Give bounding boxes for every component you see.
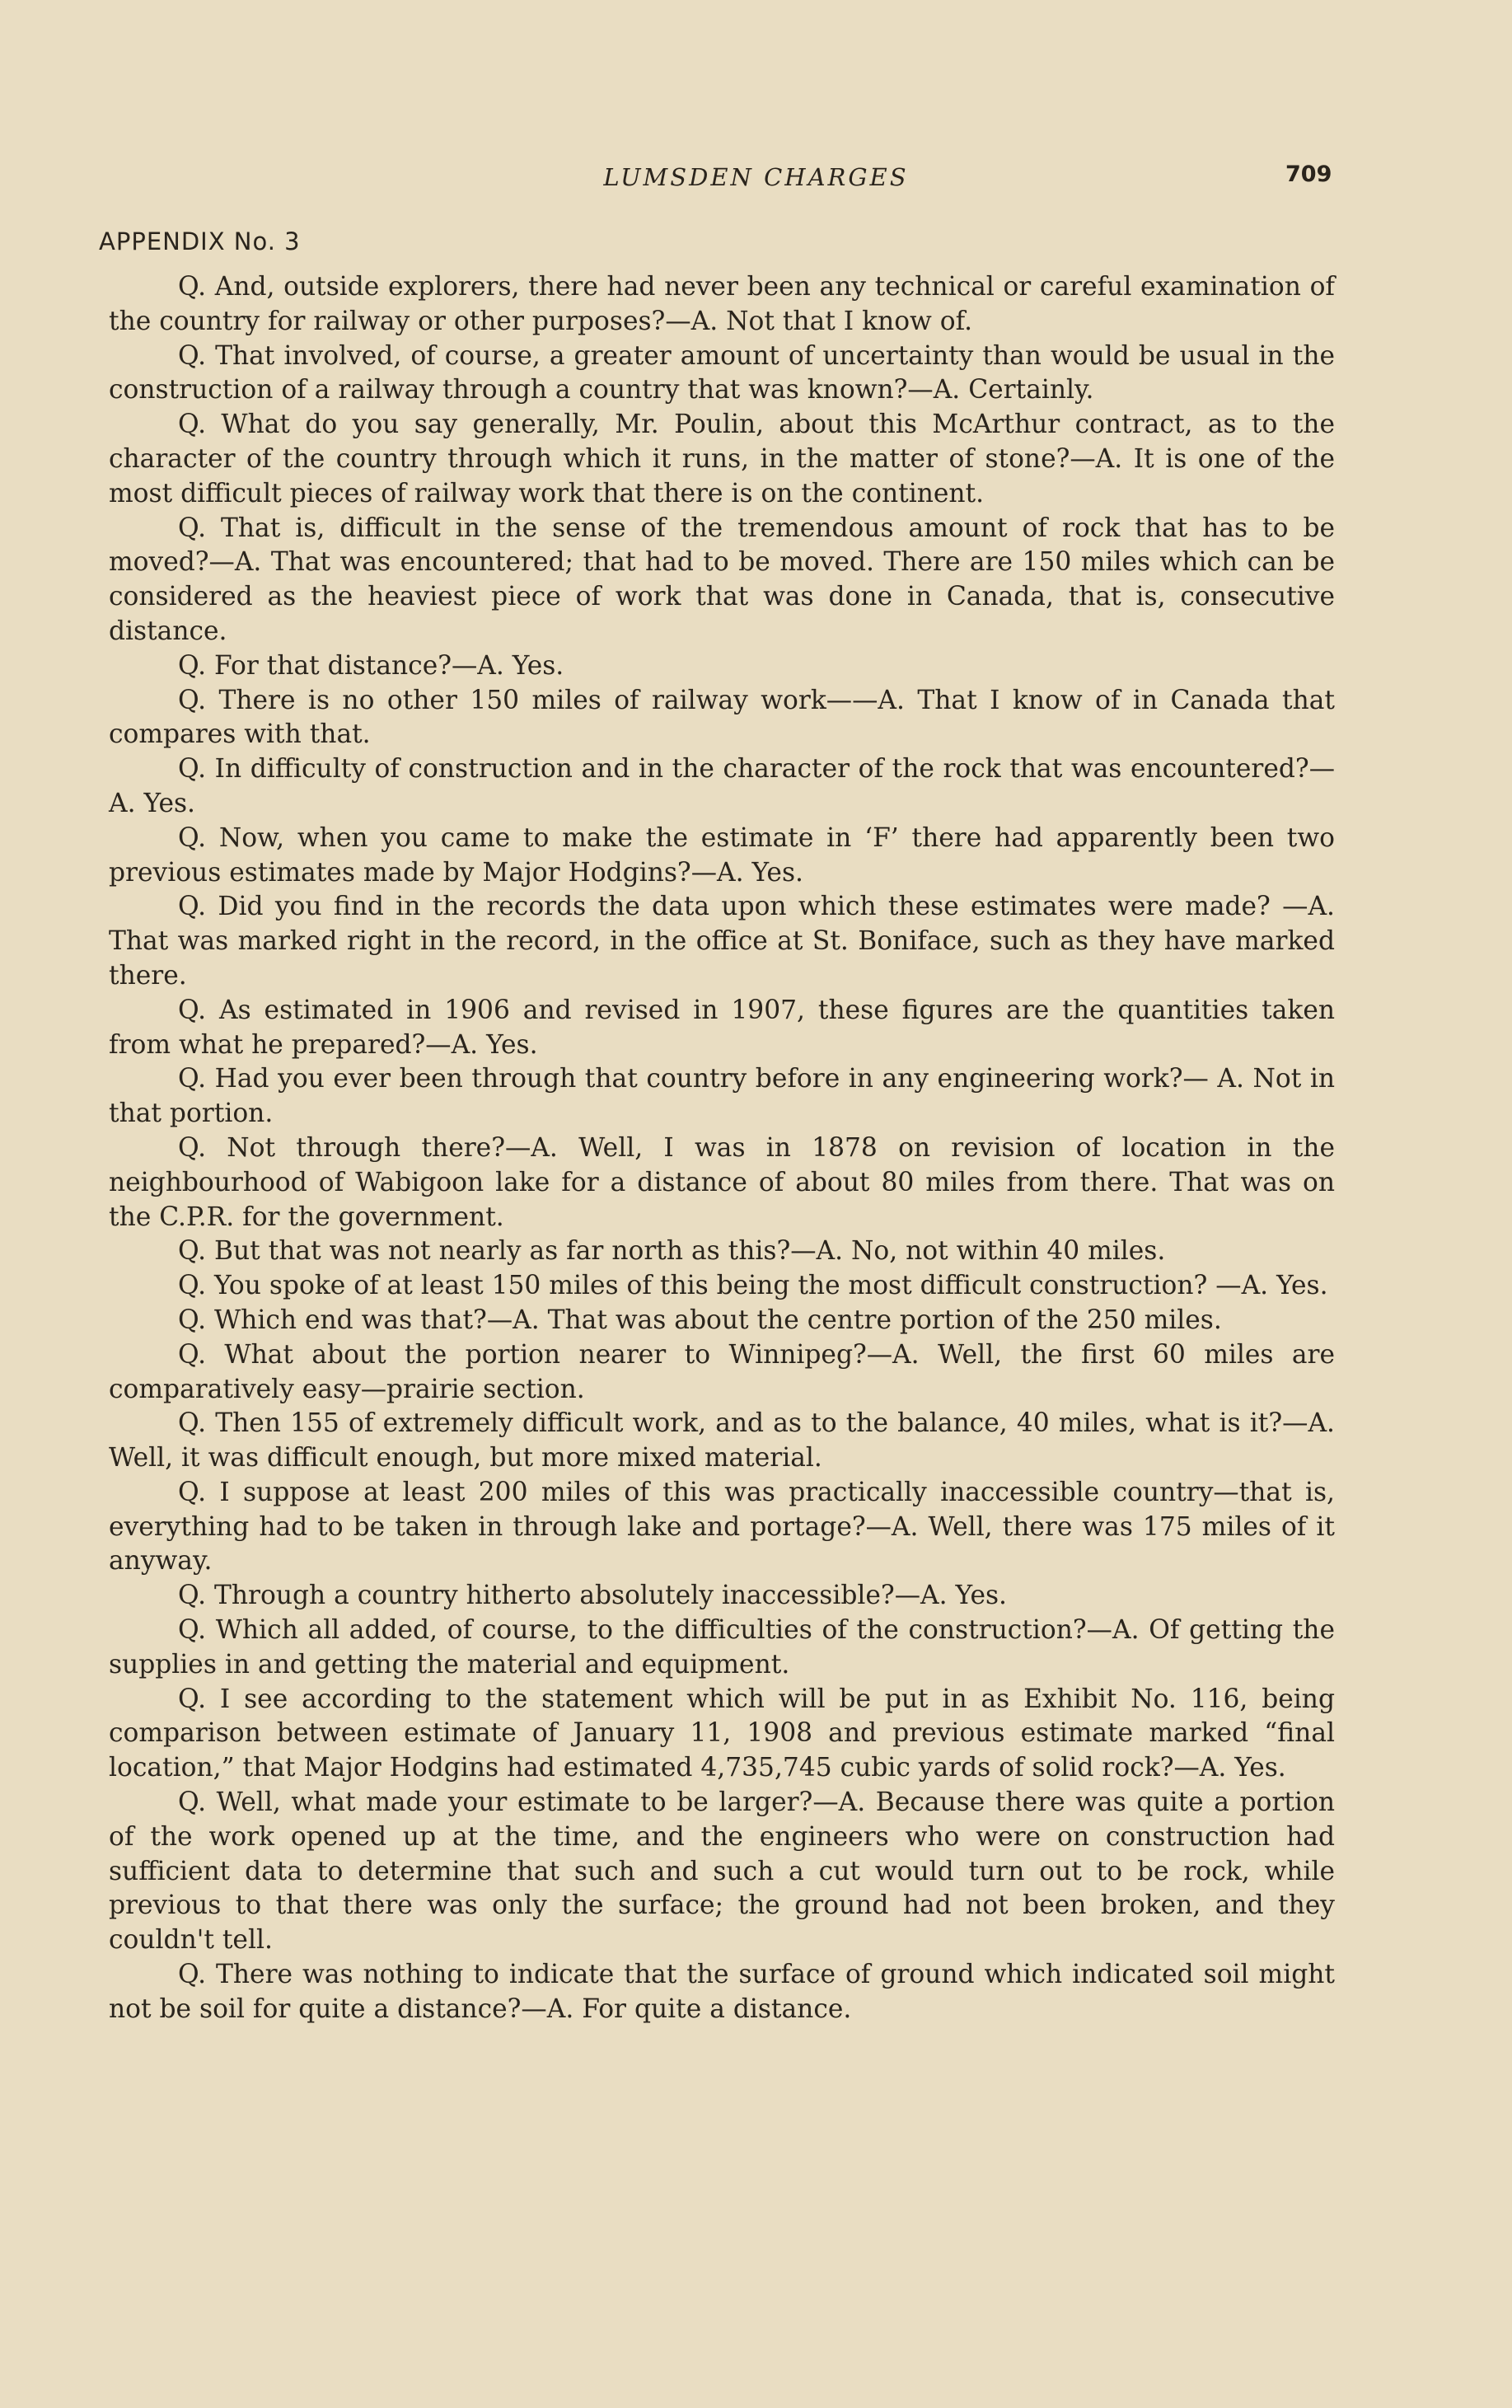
body-text	[109, 270, 1335, 2027]
paragraph: Q. There was nothing to indicate that the surface of ground which indicated soil might not be soil for quite a distance?—A. For quite a distance.	[109, 1960, 1335, 2024]
running-title: LUMSDEN CHARGES	[603, 163, 909, 191]
paragraph: Q. What do you say generally, Mr. Poulin, about this McArthur contract, as to the character of the country through which it runs, in the matter of stone?—A. It is one of the most difficult pieces of railway work that there is on the continent.	[109, 410, 1335, 508]
paragraph: Q. As estimated in 1906 and revised in 1907, these figures are the quantities taken from what he prepared?—A. Yes.	[109, 995, 1335, 1060]
paragraph: Q. Had you ever been through that country before in any engineering work?— A. Not in that portion.	[109, 1064, 1335, 1129]
paragraph: Q. Well, what made your estimate to be larger?—A. Because there was quite a portion of the work opened up at the time, and the engineers who were on construction had sufficient data to determine that such and such a cut would turn out to be rock, while previous to that there was only the surface; the ground had not been broken, and they couldn't tell.	[109, 1787, 1335, 1956]
paragraph: Q. Not through there?—A. Well, I was in 1878 on revision of location in the neighbourhood of Wabigoon lake for a distance of about 80 miles from there. That was on the C.P.R. for the government.	[109, 1132, 1335, 1232]
paragraph: Q. And, outside explorers, there had never been any technical or careful examination of the country for railway or other purposes?—A. Not that I know of.	[109, 272, 1335, 336]
paragraph: Q. In difficulty of construction and in the character of the rock that was encountered?—A. Yes.	[109, 754, 1335, 818]
paragraph: Q. That is, difficult in the sense of the tremendous amount of rock that has to be moved?—A. That was encountered; that had to be moved. There are 150 miles which can be considered as the heaviest piece of work that was done in Canada, that is, consecutive distance.	[109, 513, 1335, 646]
paragraph: Q. There is no other 150 miles of railway work——A. That I know of in Canada that compares with that.	[109, 685, 1335, 750]
paragraph: Q. Which all added, of course, to the difficulties of the construction?—A. Of getting the supplies in and getting the material and equipment.	[109, 1615, 1335, 1680]
paragraph: Q. That involved, of course, a greater amount of uncertainty than would be usual in the construction of a railway through a country that was known?—A. Certainly.	[109, 340, 1335, 405]
paragraph: Q. Now, when you came to make the estimate in ‘F’ there had apparently been two previous estimates made by Major Hodgins?—A. Yes.	[109, 822, 1335, 888]
paragraph: Q. I see according to the statement which will be put in as Exhibit No. 116, being comparison between estimate of January 11, 1908 and previous estimate marked “final location,” that Major Hodgins had estimated 4,735,745 cubic yards of solid rock?—A. Yes.	[109, 1684, 1335, 1783]
appendix-label: APPENDIX No. 3	[99, 227, 301, 255]
page-number: 709	[1285, 162, 1332, 187]
paragraph: Q. For that distance?—A. Yes.	[178, 650, 564, 681]
paragraph: Q. Did you find in the records the data upon which these estimates were made? —A. That was marked right in the record, in the office at St. Boniface, such as they have marked there.	[109, 892, 1335, 991]
paragraph: Q. I suppose at least 200 miles of this was practically inaccessible country—that is, everything had to be taken in through lake and portage?—A. Well, there was 175 miles of it anyway.	[109, 1477, 1335, 1576]
paragraph: Q. Through a country hitherto absolutely inaccessible?—A. Yes.	[178, 1581, 1007, 1611]
paragraph: Q. But that was not nearly as far north as this?—A. No, not within 40 miles.	[178, 1236, 1166, 1267]
paragraph: Q. Which end was that?—A. That was about the centre portion of the 250 miles.	[178, 1305, 1222, 1335]
paragraph: Q. Then 155 of extremely difficult work, and as to the balance, 40 miles, what is it?—A. Well, it was difficult enough, but more mixed material.	[109, 1408, 1335, 1473]
paragraph: Q. You spoke of at least 150 miles of this being the most difficult construction? —A. Yes.	[178, 1271, 1328, 1301]
paragraph: Q. What about the portion nearer to Winnipeg?—A. Well, the first 60 miles are comparatively easy—prairie section.	[109, 1339, 1335, 1404]
running-head	[0, 163, 1512, 204]
